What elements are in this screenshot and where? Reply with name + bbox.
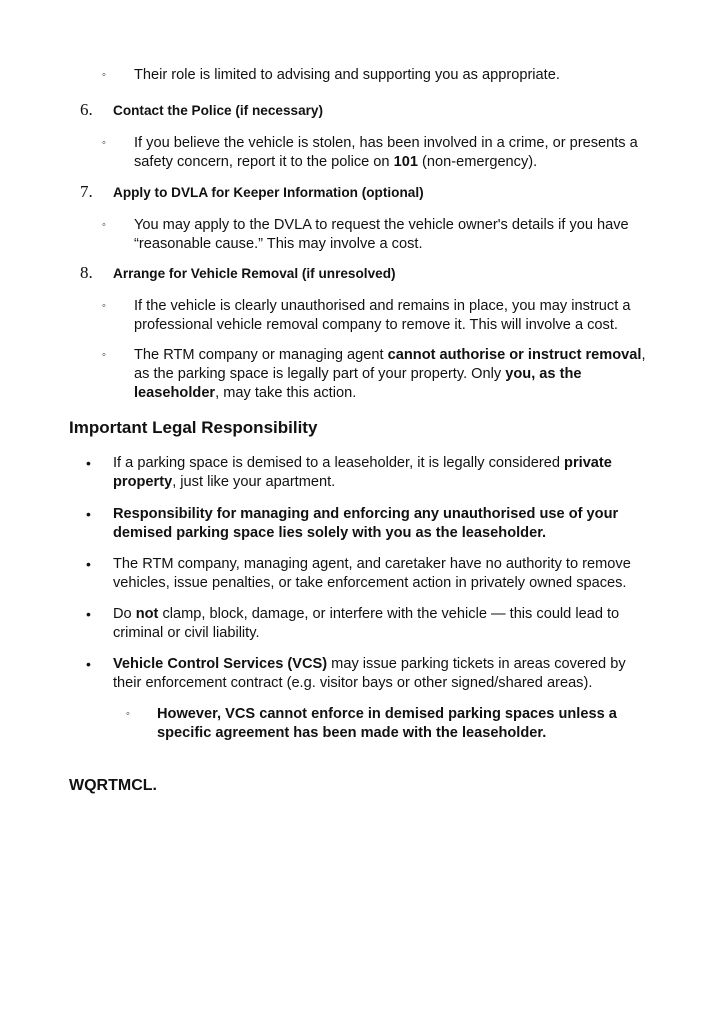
signoff: WQRTMCL. <box>69 777 157 794</box>
bullet-icon: • <box>86 556 91 572</box>
bullet-text: Vehicle Control Services (VCS) may issue parking tickets in areas covered by their enforcement contract (e.g. visitor bays or other signed/shared areas). <box>113 656 626 691</box>
item-number: 8. <box>80 263 93 282</box>
sub-item-text: The RTM company or managing agent cannot authorise or instruct removal, as the parking space is legally part of your property. Only you, as the leaseholder, may take this action. <box>134 347 646 401</box>
item-number: 7. <box>80 182 93 201</box>
sub-bullet-icon: ◦ <box>102 300 106 312</box>
bullet-text: The RTM company, managing agent, and caretaker have no authority to remove vehicles, issue penalties, or take enforcement action in privately owned spaces. <box>113 556 631 591</box>
sub-bullet-icon: ◦ <box>102 137 106 149</box>
nested-sub-item-text: However, VCS cannot enforce in demised parking spaces unless a specific agreement has been made with the leaseholder. <box>157 706 617 741</box>
item-title: Contact the Police (if necessary) <box>113 103 324 118</box>
sub-bullet-icon: ◦ <box>102 219 106 231</box>
sub-item-text: If you believe the vehicle is stolen, has been involved in a crime, or presents a safety concern, report it to the police on 101 (non-emergency). <box>134 135 638 170</box>
bullet-icon: • <box>86 606 91 622</box>
sub-bullet-icon: ◦ <box>102 69 106 81</box>
sub-bullet-icon: ◦ <box>126 708 130 720</box>
bullet-icon: • <box>86 455 91 471</box>
bullet-text: If a parking space is demised to a leaseholder, it is legally considered private property, just like your apartment. <box>113 455 612 490</box>
sub-bullet-icon: ◦ <box>102 349 106 361</box>
item-title: Apply to DVLA for Keeper Information (optional) <box>113 185 424 200</box>
section-title: Important Legal Responsibility <box>69 418 318 437</box>
bullet-text: Do not clamp, block, damage, or interfere with the vehicle — this could lead to criminal or civil liability. <box>113 606 620 641</box>
sub-item-text: Their role is limited to advising and supporting you as appropriate. <box>134 67 560 83</box>
bullet-text: Responsibility for managing and enforcing any unauthorised use of your demised parking space lies solely with you as the leaseholder. <box>113 506 619 541</box>
sub-item-text: You may apply to the DVLA to request the vehicle owner's details if you have “reasonable cause.” This may involve a cost. <box>134 217 629 252</box>
sub-item-text: If the vehicle is clearly unauthorised and remains in place, you may instruct a professional vehicle removal company to remove it. This will involve a cost. <box>134 298 631 333</box>
item-title: Arrange for Vehicle Removal (if unresolved) <box>113 266 396 281</box>
bullet-icon: • <box>86 656 91 672</box>
bullet-icon: • <box>86 506 91 522</box>
item-number: 6. <box>80 100 93 119</box>
